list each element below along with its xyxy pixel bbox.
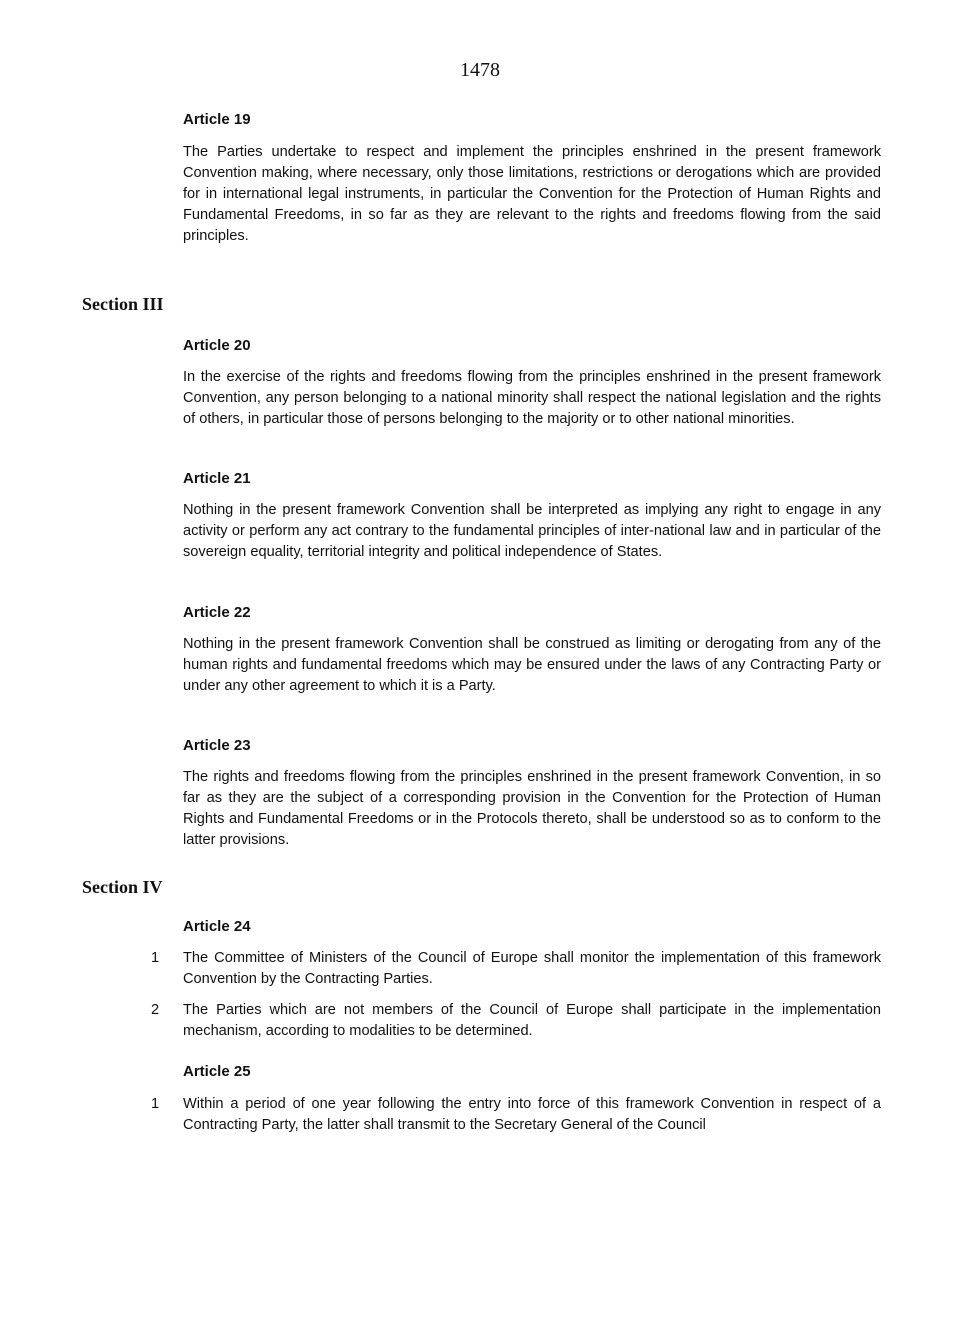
- article-22-text: Nothing in the present framework Convention shall be construed as limiting or derogating from any of the human rights and fundamental freedoms which may be ensured under the laws of any Contracting Party or under any other agreement to which it is a Party.: [183, 636, 881, 694]
- article-21-title: Article 21: [183, 470, 251, 487]
- article-20-title: Article 20: [183, 337, 251, 354]
- article-24-paragraph-1-text: The Committee of Ministers of the Council of Europe shall monitor the implementation of this framework Convention by the Contracting Parties.: [183, 950, 881, 987]
- page-number: 1478: [460, 59, 500, 81]
- section-iv-heading: Section IV: [82, 877, 163, 897]
- article-24-paragraph-2-number: 2: [150, 1002, 160, 1018]
- article-22-title: Article 22: [183, 604, 251, 621]
- article-25-paragraph-1-text: Within a period of one year following the entry into force of this framework Convention in respect of a Contracting Party, the latter shall transmit to the Secretary General of the Council: [183, 1096, 881, 1133]
- article-25-paragraph-1-number: 1: [150, 1096, 160, 1112]
- section-iii-heading: Section III: [82, 294, 164, 314]
- article-19-title: Article 19: [183, 111, 251, 128]
- article-25-title: Article 25: [183, 1063, 251, 1080]
- article-23-title: Article 23: [183, 737, 251, 754]
- article-23-text: The rights and freedoms flowing from the principles enshrined in the present framework Convention, in so far as they are the subject of a corresponding provision in the Convention for the Protection of Human Rights and Fundamental Freedoms or in the Protocols thereto, shall be understood so as to conform to the latter provisions.: [183, 769, 881, 848]
- article-24-paragraph-1-number: 1: [150, 950, 160, 966]
- article-24-title: Article 24: [183, 918, 251, 935]
- article-24-paragraph-2-text: The Parties which are not members of the Council of Europe shall participate in the implementation mechanism, according to modalities to be determined.: [183, 1002, 881, 1039]
- article-21-text: Nothing in the present framework Convention shall be interpreted as implying any right to engage in any activity or perform any act contrary to the fundamental principles of inter-national law and in particular of the sovereign equality, territorial integrity and political independence of States.: [183, 502, 881, 560]
- article-20-text: In the exercise of the rights and freedoms flowing from the principles enshrined in the present framework Convention, any person belonging to a national minority shall respect the national legislation and the rights of others, in particular those of persons belonging to the majority or to other national minorities.: [183, 369, 881, 427]
- article-19-text: The Parties undertake to respect and implement the principles enshrined in the present framework Convention making, where necessary, only those limitations, restrictions or derogations which are provided for in international legal instruments, in particular the Convention for the Protection of Human Rights and Fundamental Freedoms, in so far as they are relevant to the rights and freedoms flowing from the said principles.: [183, 144, 881, 244]
